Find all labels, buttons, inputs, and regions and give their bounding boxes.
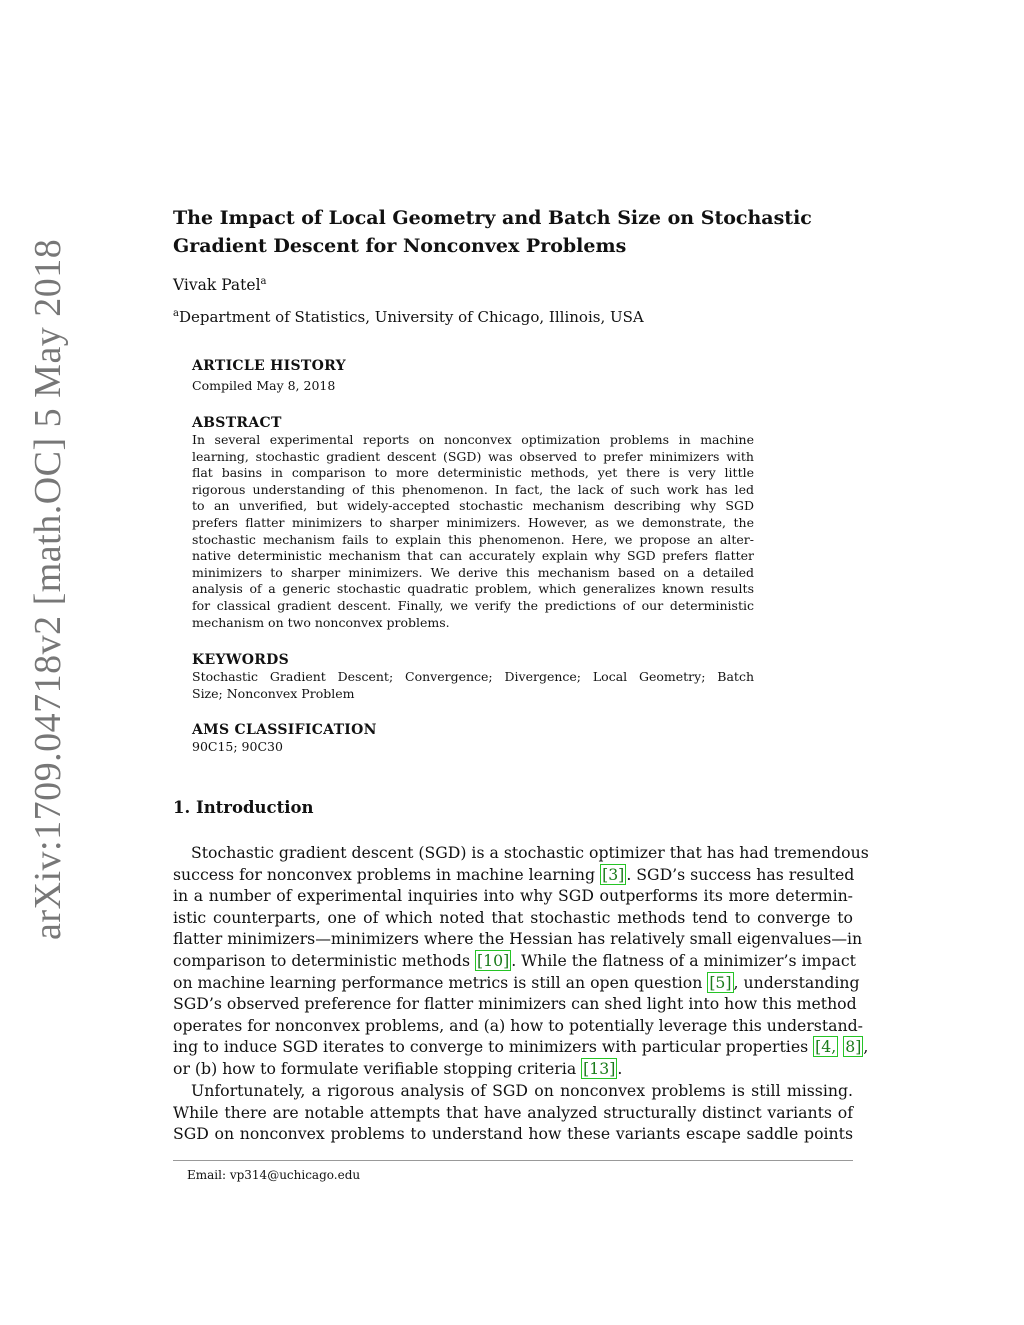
intro-text: SGD’s observed preference for flatter minimizers can shed light into how this method: [173, 994, 857, 1014]
citation-link[interactable]: 8]: [845, 1037, 862, 1057]
paper-title: [173, 204, 833, 260]
abstract-line: stochastic mechanism fails to explain this phenomenon. Here, we propose an alter-: [192, 531, 754, 547]
intro-paragraph-1: [173, 842, 869, 1080]
citation-link[interactable]: [13]: [583, 1058, 616, 1078]
citation-link[interactable]: [5]: [709, 972, 732, 992]
intro-text: success for nonconvex problems in machine learning: [173, 864, 601, 884]
article-history-heading: ARTICLE HISTORY: [192, 358, 346, 374]
abstract-line: analysis of a generic stochastic quadratic problem, which generalizes known results: [192, 581, 754, 597]
intro-line: [173, 972, 860, 994]
abstract-line: native deterministic mechanism that can accurately explain why SGD prefers flatter: [192, 548, 754, 564]
author-name: Vivak Patel: [173, 276, 261, 294]
intro-text: Stochastic gradient descent (SGD) is a stochastic optimizer that has had tremendous: [191, 843, 869, 862]
intro-line: [173, 1058, 853, 1080]
intro-text: ing to induce SGD iterates to converge to minimizers with particular properties: [173, 1037, 814, 1057]
intro-line: [173, 950, 856, 972]
intro-paragraph-2: [173, 1080, 853, 1145]
abstract-line: rigorous understanding of this phenomenon. In fact, the lack of such work has led: [192, 481, 754, 497]
intro-line: [173, 885, 853, 907]
intro-line: Unfortunately, a rigorous analysis of SGD on nonconvex problems is still missing.: [191, 1081, 853, 1100]
intro-text: . SGD’s success has resulted: [626, 864, 855, 884]
intro-line: [173, 993, 857, 1015]
intro-line: While there are notable attempts that have analyzed structurally distinct variants of: [173, 1102, 853, 1122]
abstract-line: prefers flatter minimizers to sharper minimizers. However, as we demonstrate, the: [192, 514, 754, 530]
abstract-line: learning, stochastic gradient descent (SGD) was observed to prefer minimizers with: [192, 448, 754, 464]
intro-text: , understanding: [733, 972, 860, 992]
intro-line: SGD on nonconvex problems to understand how these variants escape saddle points: [173, 1124, 853, 1144]
intro-text: flatter minimizers—minimizers where the Hessian has relatively small eigenvalues—in: [173, 929, 863, 949]
citation-link[interactable]: [4,: [815, 1037, 837, 1057]
intro-text: comparison to deterministic methods: [173, 950, 475, 970]
abstract-line: mechanism on two nonconvex problems.: [192, 614, 450, 630]
footnote-email: Email: vp314@uchicago.edu: [187, 1168, 361, 1182]
title-line-1: The Impact of Local Geometry and Batch Size on Stochastic: [173, 207, 812, 229]
intro-line: [173, 1036, 869, 1058]
intro-text: ,: [863, 1037, 869, 1057]
affiliation-text: Department of Statistics, University of Chicago, Illinois, USA: [178, 308, 644, 326]
keywords-line-2: Size; Nonconvex Problem: [192, 685, 355, 701]
intro-text: or (b) how to formulate verifiable stopping criteria: [173, 1058, 582, 1078]
abstract-heading: ABSTRACT: [192, 415, 282, 431]
intro-text: on machine learning performance metrics is still an open question: [173, 972, 708, 992]
intro-line: [173, 907, 853, 929]
intro-line: [173, 1015, 863, 1037]
arxiv-identifier-stamp: arXiv:1709.04718v2 [math.OC] 5 May 2018: [27, 238, 69, 940]
affiliation: [173, 308, 644, 326]
intro-line: [173, 864, 853, 886]
abstract-line: minimizers to sharper minimizers. We derive this mechanism based on a detailed: [192, 564, 754, 580]
intro-text: operates for nonconvex problems, and (a) how to potentially leverage this understand-: [173, 1015, 863, 1035]
abstract-body: [192, 432, 754, 631]
abstract-line: In several experimental reports on nonconvex optimization problems in machine: [192, 432, 754, 447]
citation-link[interactable]: [3]: [602, 864, 625, 884]
keywords-body: [192, 669, 754, 702]
keywords-line-1: Stochastic Gradient Descent; Convergence; Divergence; Local Geometry; Batch: [192, 669, 754, 684]
ams-heading: AMS CLASSIFICATION: [192, 722, 377, 738]
intro-text: in a number of experimental inquiries into why SGD outperforms its more determin-: [173, 886, 853, 906]
section-heading-introduction: 1. Introduction: [173, 798, 314, 817]
title-line-2: Gradient Descent for Nonconvex Problems: [173, 235, 627, 257]
abstract-line: for classical gradient descent. Finally, we verify the predictions of our deterministic: [192, 597, 754, 613]
intro-text: .: [617, 1058, 623, 1078]
footnote-rule: [173, 1160, 853, 1161]
abstract-line: to an unverified, but widely-accepted stochastic mechanism describing why SGD: [192, 498, 754, 514]
intro-text: istic counterparts, one of which noted that stochastic methods tend to converge to: [173, 907, 853, 927]
intro-line: [173, 842, 869, 864]
author-affiliation-mark: a: [260, 276, 267, 287]
ams-codes: 90C15; 90C30: [192, 739, 283, 754]
intro-line: [173, 928, 863, 950]
abstract-line: flat basins in comparison to more deterministic methods, yet there is very little: [192, 465, 754, 481]
compiled-date: Compiled May 8, 2018: [192, 378, 336, 393]
keywords-heading: KEYWORDS: [192, 652, 290, 668]
intro-text: . While the flatness of a minimizer’s impact: [511, 950, 856, 970]
citation-link[interactable]: [10]: [477, 950, 510, 970]
author: [173, 276, 267, 294]
affiliation-mark: a: [173, 308, 179, 319]
